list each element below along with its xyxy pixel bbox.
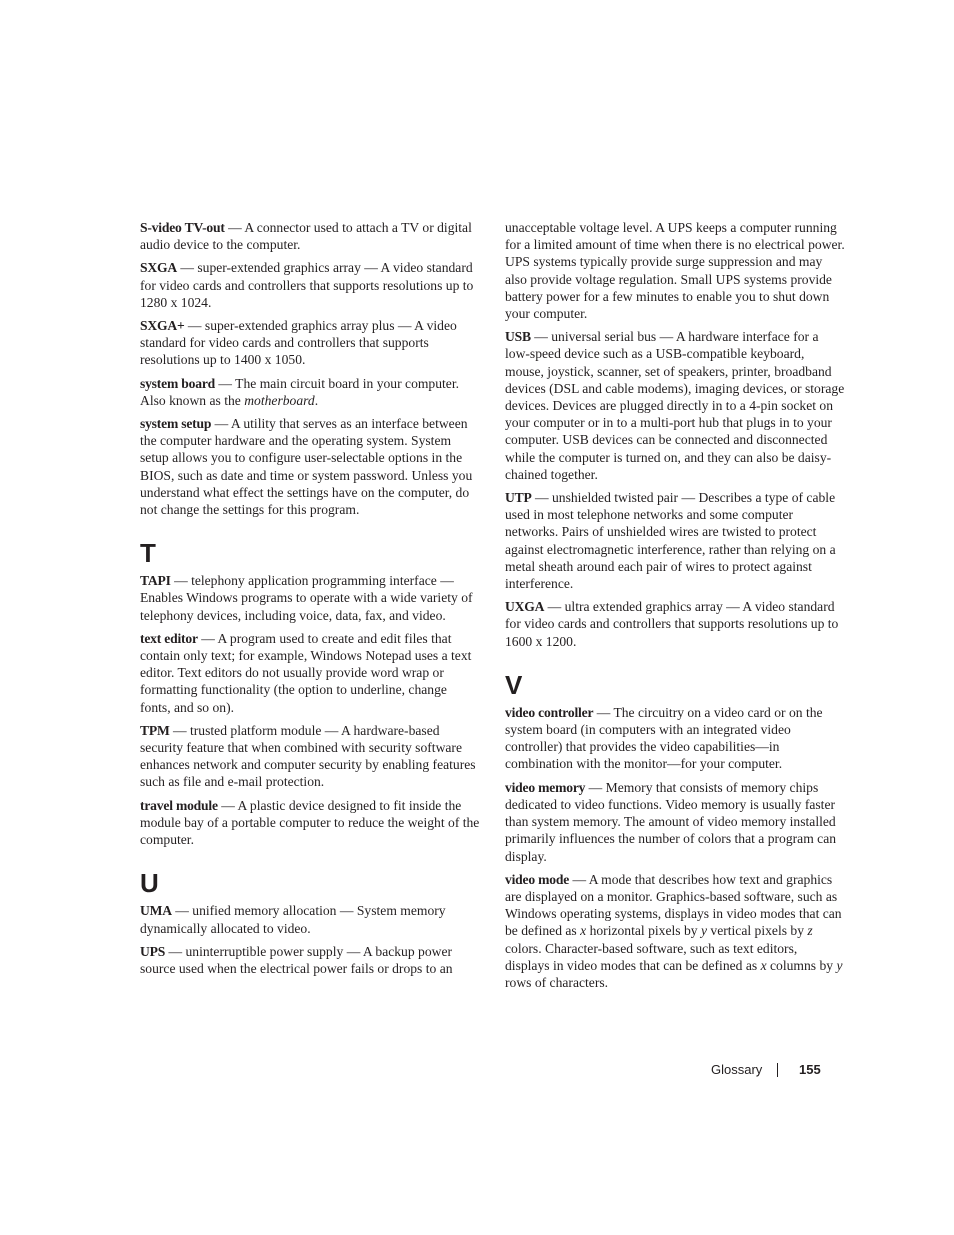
glossary-term: video mode bbox=[505, 871, 570, 887]
section-letter-heading: V bbox=[505, 669, 523, 700]
glossary-italic-text: x bbox=[760, 957, 767, 973]
glossary-definition: — The circuitry on a video card or on the system board (in computers with an integrated video controller) that provides the video capabilities—in combination with the monitor—for your computer. bbox=[505, 704, 823, 772]
glossary-definition: — super-extended graphics array plus — A video standard for video cards and controllers that supports resolutions up to 1400 x 1050. bbox=[140, 318, 457, 368]
glossary-entry bbox=[140, 259, 480, 311]
glossary-definition: — universal serial bus — A hardware interface for a low-speed device such as a USB-compatible keyboard, mouse, joystick, scanner, set of speakers, printer, broadband devices (DSL and cable modems), imaging devices, or storage devices. Devices are plugged directly in to a 4-pin socket on your computer or in to a multi-port hub that plugs in to your computer. USB devices can be connected and disconnected while the computer is turned on, and they can also be daisy-chained together. bbox=[505, 329, 845, 482]
glossary-definition: — unshielded twisted pair — Describes a type of cable used in most telephone networks and some computer networks. Pairs of unshielded wires are twisted to protect against electromagnetic interference, rather than relying on a metal sheath around each pair of wires to protect against interference. bbox=[505, 490, 836, 592]
glossary-entry bbox=[140, 630, 480, 716]
glossary-term: travel module bbox=[140, 797, 218, 813]
glossary-definition: . bbox=[314, 392, 319, 408]
glossary-term: USB bbox=[505, 329, 531, 345]
glossary-definition: — The main circuit board in your computer. Also known as the bbox=[140, 375, 460, 408]
glossary-term: TPM bbox=[140, 722, 170, 738]
glossary-definition: — trusted platform module — A hardware-based security feature that when combined with security software enhances network and computer security by enabling features such as file and e-mail protection. bbox=[140, 722, 476, 790]
glossary-definition: vertical pixels by bbox=[707, 923, 808, 939]
footer-section-title: Glossary bbox=[711, 1062, 763, 1077]
footer-separator bbox=[777, 1063, 778, 1077]
glossary-italic-text: z bbox=[807, 923, 813, 939]
glossary-definition: columns by bbox=[766, 957, 837, 973]
glossary-term: video controller bbox=[505, 704, 594, 720]
glossary-definition: — A plastic device designed to fit inside the module bay of a portable computer to reduce the weight of the computer. bbox=[140, 797, 480, 848]
glossary-term: system setup bbox=[140, 416, 212, 432]
glossary-term: SXGA bbox=[140, 260, 177, 276]
glossary-italic-text: y bbox=[700, 923, 707, 939]
glossary-entry bbox=[505, 871, 845, 991]
glossary-term: video memory bbox=[505, 779, 586, 795]
left-column bbox=[140, 219, 480, 983]
glossary-italic-text: y bbox=[836, 957, 843, 973]
glossary-definition: — Memory that consists of memory chips dedicated to video functions. Video memory is usually faster than system memory. The amount of video memory installed primarily influences the number of colors that a program can display. bbox=[505, 779, 837, 864]
section-letter-heading: T bbox=[140, 538, 156, 569]
glossary-entry bbox=[505, 328, 845, 483]
glossary-definition: — uninterruptible power supply — A backup power source used when the electrical power fails or drops to an bbox=[140, 943, 453, 976]
glossary-definition: colors. Character-based software, such as text editors, displays in video modes that can be defined as bbox=[505, 940, 798, 973]
glossary-term: UXGA bbox=[505, 599, 545, 615]
glossary-definition: — A program used to create and edit files that contain only text; for example, Windows Notepad uses a text editor. Text editors do not usually provide word wrap or formatting functionality (the option to underline, change fonts, and so on). bbox=[140, 630, 472, 715]
glossary-term: UTP bbox=[505, 490, 532, 506]
glossary-entry bbox=[505, 779, 845, 865]
glossary-entry bbox=[140, 317, 480, 369]
glossary-definition: — unified memory allocation — System memory dynamically allocated to video. bbox=[140, 903, 446, 936]
glossary-definition: rows of characters. bbox=[505, 974, 609, 990]
glossary-entry bbox=[505, 489, 845, 592]
glossary-entry bbox=[140, 415, 480, 518]
glossary-entry bbox=[505, 219, 845, 322]
glossary-definition: — ultra extended graphics array — A video standard for video cards and controllers that supports resolutions up to 1600 x 1200. bbox=[505, 599, 839, 649]
glossary-entry bbox=[140, 375, 480, 409]
glossary-term: text editor bbox=[140, 630, 198, 646]
glossary-entry bbox=[140, 722, 480, 791]
right-column bbox=[505, 219, 845, 997]
glossary-definition: unacceptable voltage level. A UPS keeps a computer running for a limited amount of time when there is no electrical power. UPS systems typically provide surge suppression and may also provide voltage regulation. Small UPS systems provide battery power for a few minutes to enable you to shut down your computer. bbox=[505, 220, 845, 322]
glossary-entry bbox=[140, 902, 480, 936]
glossary-definition: — super-extended graphics array — A video standard for video cards and controllers that supports resolutions up to 1280 x 1024. bbox=[140, 260, 474, 310]
glossary-term: UPS bbox=[140, 943, 166, 959]
glossary-italic-text: motherboard bbox=[244, 392, 315, 408]
glossary-term: UMA bbox=[140, 903, 172, 919]
glossary-term: system board bbox=[140, 375, 216, 391]
glossary-entry bbox=[140, 572, 480, 624]
glossary-definition: horizontal pixels by bbox=[586, 923, 701, 939]
glossary-definition: — A connector used to attach a TV or digital audio device to the computer. bbox=[140, 220, 472, 253]
glossary-definition: — A mode that describes how text and graphics are displayed on a monitor. Graphics-based software, such as Windows operating systems, displays in video modes that can be defined as bbox=[505, 871, 842, 939]
glossary-entry bbox=[505, 704, 845, 773]
glossary-term: SXGA+ bbox=[140, 318, 185, 334]
glossary-entry bbox=[505, 598, 845, 650]
section-letter-heading: U bbox=[140, 868, 159, 899]
glossary-definition: — A utility that serves as an interface between the computer hardware and the operating system. System setup allows you to configure user-selectable options in the BIOS, such as date and time or system password. Unless you understand what effect the settings have on the computer, do not change the settings for this program. bbox=[140, 416, 473, 518]
glossary-italic-text: x bbox=[580, 923, 587, 939]
glossary-definition: — telephony application programming interface — Enables Windows programs to operate with a wide variety of telephony devices, including voice, data, fax, and video. bbox=[140, 573, 473, 623]
glossary-entry bbox=[140, 797, 480, 849]
glossary-entry bbox=[140, 943, 480, 977]
glossary-entry bbox=[140, 219, 480, 253]
page-number: 155 bbox=[799, 1062, 821, 1077]
glossary-term: S-video TV-out bbox=[140, 220, 225, 235]
glossary-term: TAPI bbox=[140, 573, 171, 589]
